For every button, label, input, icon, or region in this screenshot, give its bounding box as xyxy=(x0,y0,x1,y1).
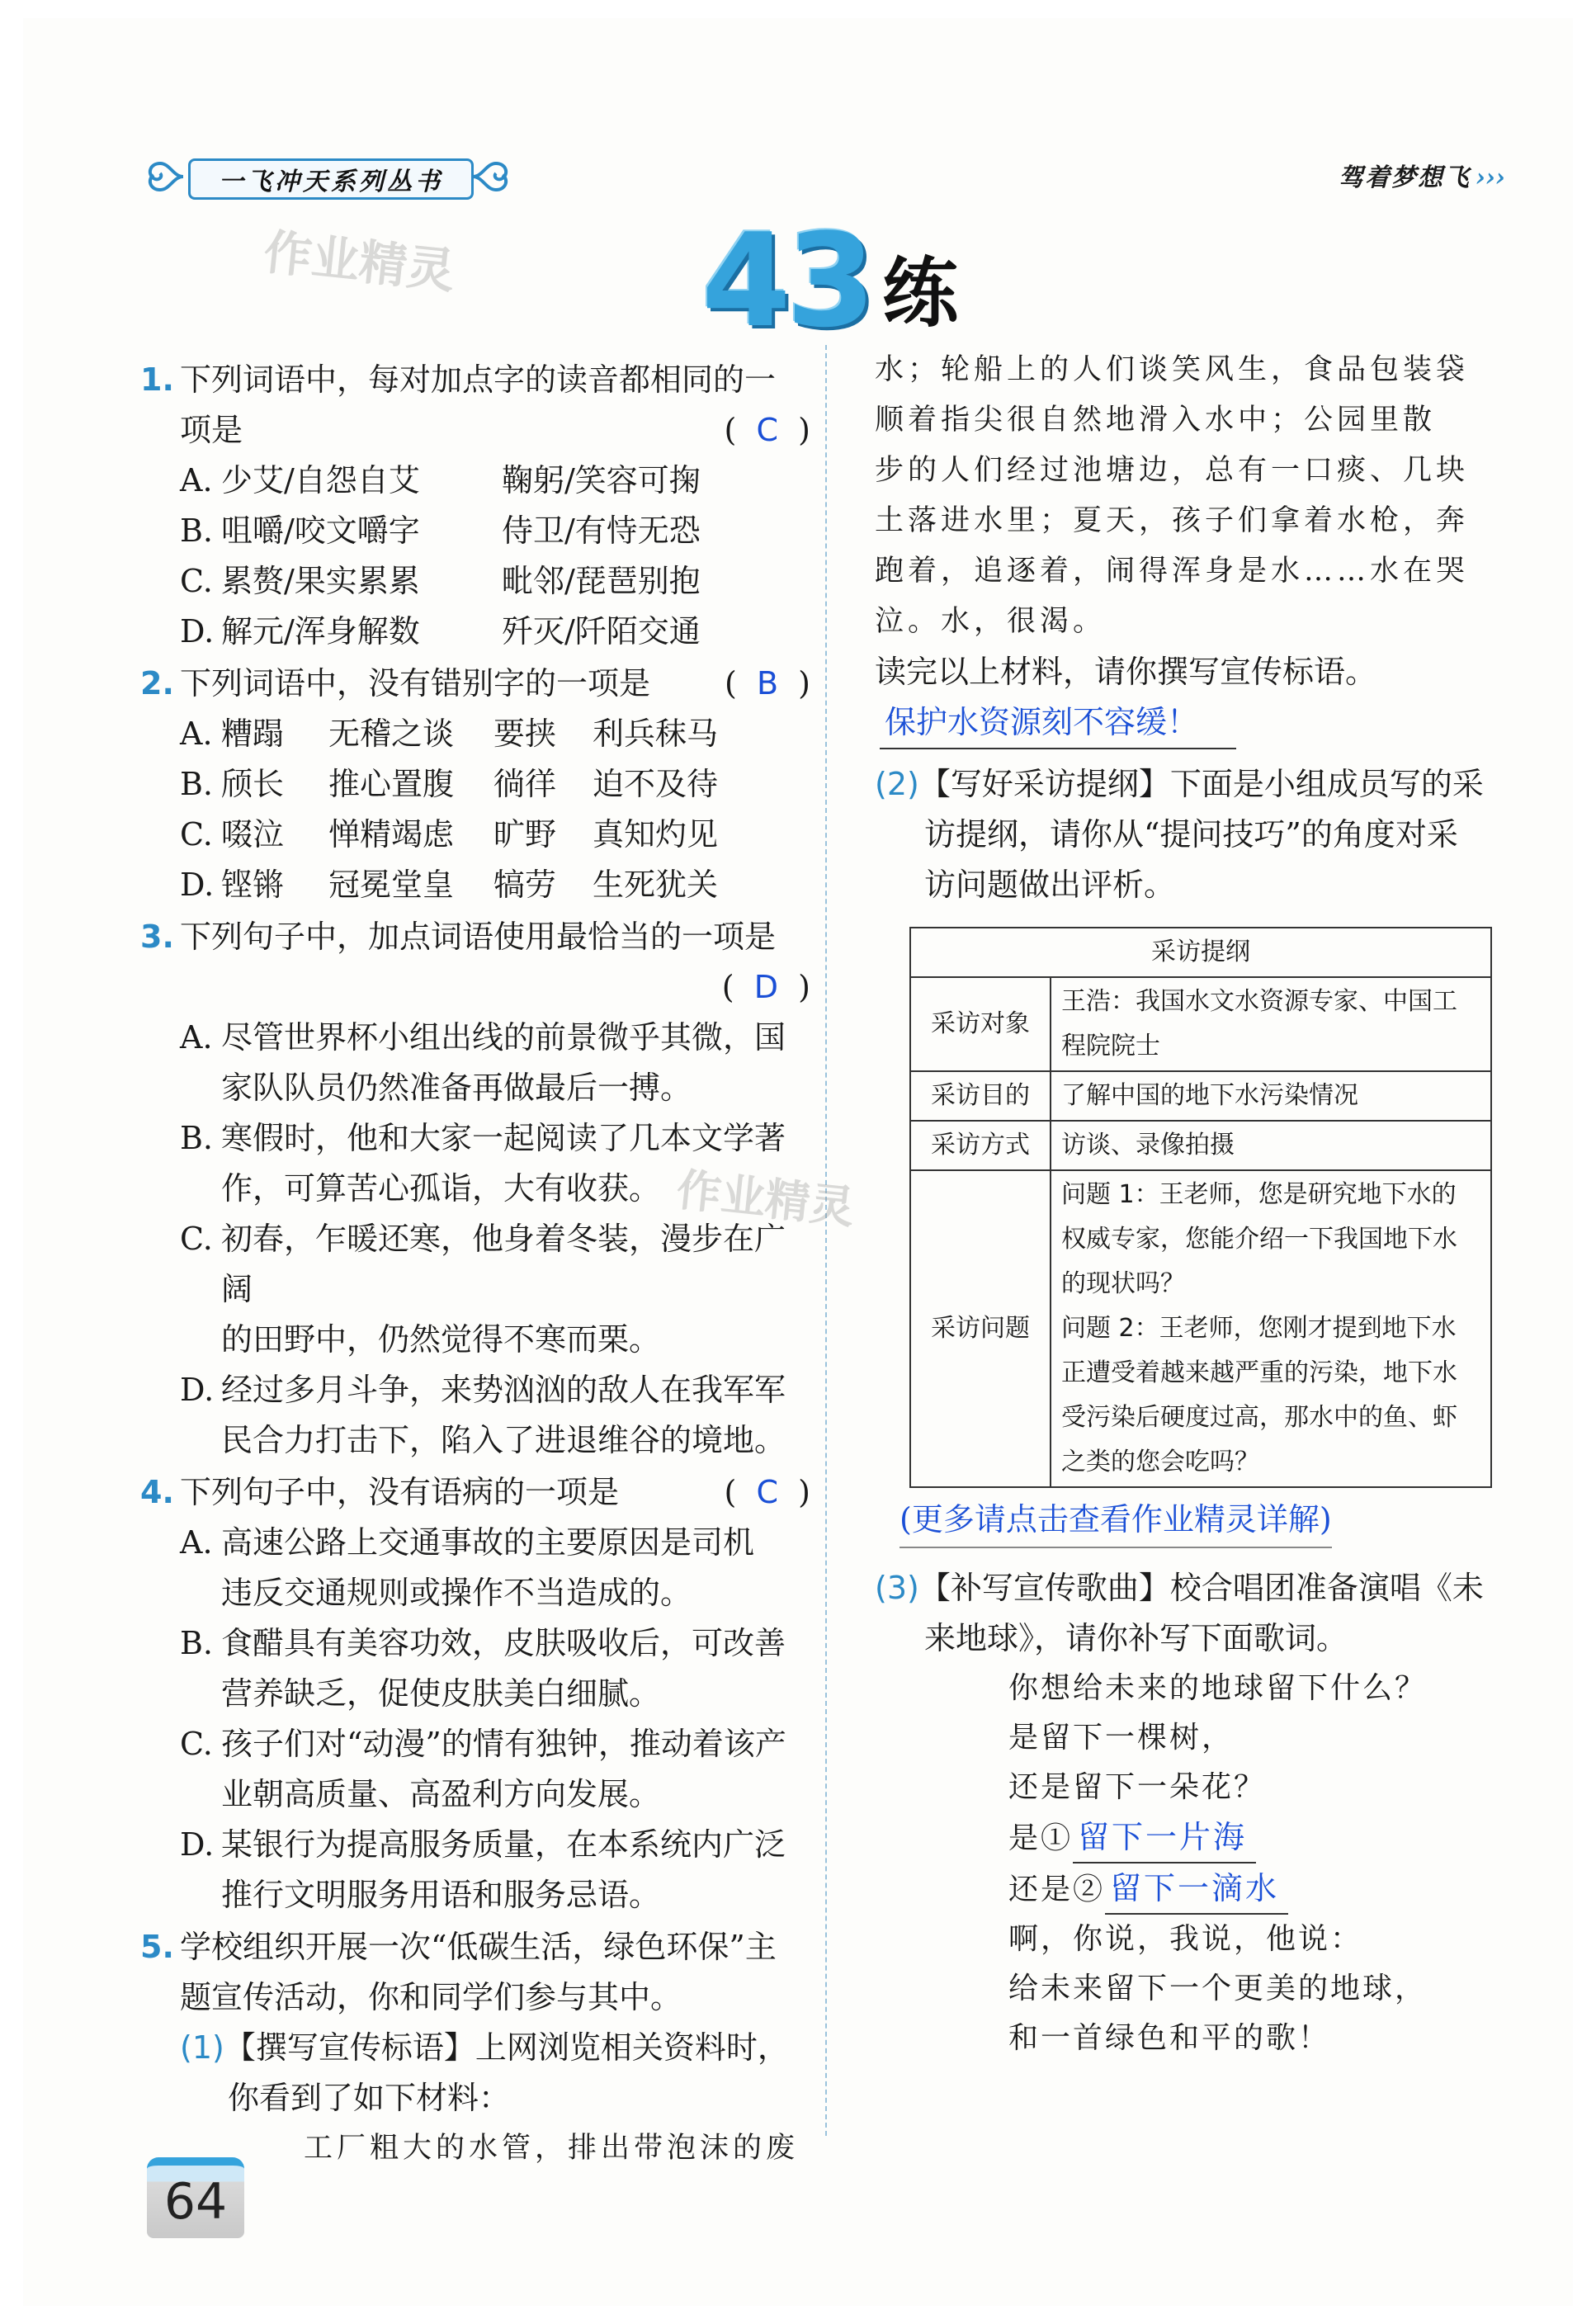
question-stem: 下列词语中，没有错别字的一项是 xyxy=(180,665,651,701)
subquestion-text: 来地球》，请你补写下面歌词。 xyxy=(924,1620,1348,1656)
option-text: 作，可算苦心孤诣，大有收获。 xyxy=(221,1170,661,1207)
option-word: 要挟 xyxy=(493,716,557,752)
option-label: C. xyxy=(180,1221,213,1257)
lyric-line: 给未来留下一个更美的地球， xyxy=(1008,1972,1428,2005)
option-label: A. xyxy=(180,1019,213,1056)
row-key: 采访对象 xyxy=(910,977,1051,1071)
option-row xyxy=(140,759,810,810)
option-text: 民合力打击下，陷入了进退维谷的境地。 xyxy=(221,1422,786,1458)
option-word: 徜徉 xyxy=(493,766,557,802)
option-word: 旷野 xyxy=(493,816,557,853)
row-key: 采访方式 xyxy=(910,1121,1051,1170)
option-text: 孩子们对“动漫”的情有独钟，推动着该产 xyxy=(221,1726,786,1762)
subquestion-3 xyxy=(875,1563,1518,2063)
subquestion-title: 【补写宣传歌曲】校合唱团准备演唱《未 xyxy=(918,1570,1484,1606)
option-row xyxy=(140,1618,810,1719)
option-row xyxy=(140,1518,810,1618)
option-word: 颀长 xyxy=(221,766,285,802)
option-text: 尽管世界杯小组出线的前景微乎其微，国 xyxy=(221,1019,786,1056)
option-text: 推行文明服务用语和服务忌语。 xyxy=(221,1877,661,1913)
option-label: D. xyxy=(180,1826,215,1863)
option-word: 无稽之谈 xyxy=(328,716,455,752)
watermark: 作业精灵 xyxy=(261,224,458,300)
question-stem: 下列句子中，没有语病的一项是 xyxy=(180,1474,620,1510)
question-1 xyxy=(140,355,810,456)
option-label: B. xyxy=(180,766,214,802)
option-text: 违反交通规则或操作不当造成的。 xyxy=(221,1575,692,1611)
material-line: 泣。水，很渴。 xyxy=(875,605,1107,638)
answer-choice: B xyxy=(756,665,779,701)
question-number: 3. xyxy=(140,919,174,955)
table-row xyxy=(910,1170,1491,1487)
option-row xyxy=(140,1214,810,1365)
row-key: 采访问题 xyxy=(910,1170,1051,1487)
subquestion-instruction: 读完以上材料，请你撰写宣传标语。 xyxy=(875,654,1377,690)
option-text: 业朝高质量、高盈利方向发展。 xyxy=(221,1776,661,1812)
watermark: 作业精灵 xyxy=(673,1163,857,1235)
lyric-line: 还是留下一朵花？ xyxy=(1008,1770,1267,1804)
answer-paren: ( B ) xyxy=(724,665,810,701)
ornament-right-icon xyxy=(466,152,516,201)
interview-question: 问题 2：王老师，您刚才提到地下水正遭受着越来越严重的污染，地下水受污染后硬度过高，那水中的鱼、虾之类的您会吃吗？ xyxy=(1061,1314,1457,1476)
subquestion-1 xyxy=(140,2023,810,2174)
right-column xyxy=(875,345,1518,2063)
series-banner xyxy=(140,147,516,206)
option-word: 犒劳 xyxy=(493,867,557,903)
more-details-link[interactable]: (更多请点击查看作业精灵详解) xyxy=(900,1495,1332,1548)
material-line: 土落进水里；夏天，孩子们拿着水枪，奔 xyxy=(875,504,1470,537)
question-number: 4. xyxy=(140,1474,174,1510)
interview-question: 问题 1：王老师，您是研究地下水的权威专家，您能介绍一下我国地下水的现状吗？ xyxy=(1061,1180,1457,1298)
blank-prefix: 是① xyxy=(1008,1821,1074,1855)
answer-paren: ( C ) xyxy=(724,1474,810,1510)
option-text: 食醋具有美容功效，皮肤吸收后，可改善 xyxy=(221,1625,786,1661)
option-label: C. xyxy=(180,816,213,853)
answer-choice: C xyxy=(756,412,779,448)
option-row xyxy=(140,456,810,506)
blank-prefix: 还是② xyxy=(1008,1873,1106,1906)
question-4 xyxy=(140,1467,810,1518)
question-2 xyxy=(140,659,810,709)
option-row xyxy=(140,1013,810,1113)
subquestion-text: 访问题做出评析。 xyxy=(924,867,1176,903)
left-column xyxy=(140,353,810,2174)
option-text: 少艾/自怨自艾 xyxy=(221,462,420,498)
subquestion-text: 访提纲，请你从“提问技巧”的角度对采 xyxy=(924,816,1458,853)
option-row xyxy=(140,556,810,607)
option-word: 真知灼见 xyxy=(593,816,719,853)
subquestion-title: 【撰写宣传标语】上网浏览相关资料时， xyxy=(224,2029,789,2066)
table-row xyxy=(910,1071,1491,1121)
option-row xyxy=(140,709,810,759)
row-value: 访谈、录像拍摄 xyxy=(1051,1121,1491,1170)
option-row xyxy=(140,1820,810,1920)
option-word: 糟蹋 xyxy=(221,716,285,752)
slogan-text: 驾着梦想飞 xyxy=(1339,163,1471,192)
option-label: B. xyxy=(180,513,214,549)
lyric-line: 和一首绿色和平的歌！ xyxy=(1008,2021,1331,2055)
blank-answer: 留下一片海 xyxy=(1073,1812,1256,1863)
option-word: 惮精竭虑 xyxy=(328,816,455,853)
ornament-left-icon xyxy=(140,152,190,201)
option-label: A. xyxy=(180,716,213,752)
option-text: 鞠躬/笑容可掬 xyxy=(502,462,701,498)
option-word: 利兵秣马 xyxy=(593,716,719,752)
option-row xyxy=(140,1719,810,1820)
material-line: 水；轮船上的人们谈笑风生，食品包装袋 xyxy=(875,353,1470,386)
answer-choice: C xyxy=(756,1474,779,1510)
table-row xyxy=(910,977,1491,1071)
column-divider xyxy=(825,345,827,2136)
option-label: B. xyxy=(180,1120,214,1156)
table-title: 采访提纲 xyxy=(910,928,1491,977)
subquestion-number: (1) xyxy=(180,2029,224,2066)
series-title: 一飞冲天系列丛书 xyxy=(188,158,474,200)
subquestion-text: 你看到了如下材料： xyxy=(228,2080,511,2116)
option-word: 迫不及待 xyxy=(593,766,719,802)
row-value: 了解中国的地下水污染情况 xyxy=(1051,1071,1491,1121)
lesson-title xyxy=(701,205,959,356)
option-word: 生死犹关 xyxy=(593,867,719,903)
material-line: 工厂粗大的水管，排出带泡沫的废 xyxy=(304,2132,800,2165)
option-label: D. xyxy=(180,1372,215,1408)
subquestion-number: (2) xyxy=(875,766,919,802)
question-number: 2. xyxy=(140,665,174,701)
question-stem: 下列句子中，加点词语使用最恰当的一项是 xyxy=(180,919,777,955)
slogan-answer: 保护水资源刻不容缓！ xyxy=(880,697,1236,749)
lyrics-block xyxy=(875,1664,1518,2063)
option-label: A. xyxy=(180,1524,213,1561)
option-row xyxy=(140,860,810,910)
question-5 xyxy=(140,1922,810,2023)
lyric-blank-1 xyxy=(1008,1812,1518,1863)
question-stem: 下列词语中，每对加点字的读音都相同的一 xyxy=(180,361,777,398)
material-line: 顺着指尖很自然地滑入水中；公园里散 xyxy=(875,404,1437,437)
option-word: 冠冕堂皇 xyxy=(328,867,455,903)
option-label: A. xyxy=(180,462,213,498)
question-number: 1. xyxy=(140,361,174,398)
table-row xyxy=(910,1121,1491,1170)
subquestion-2 xyxy=(875,759,1518,1548)
option-text: 累赘/果实累累 xyxy=(221,563,420,599)
question-stem: 题宣传活动，你和同学们参与其中。 xyxy=(180,1979,682,2015)
option-row xyxy=(140,607,810,657)
option-text: 寒假时，他和大家一起阅读了几本文学著 xyxy=(221,1120,786,1156)
question-stem: 项是 xyxy=(180,412,243,448)
lesson-word: 练 xyxy=(882,249,959,338)
option-word: 推心置腹 xyxy=(328,766,455,802)
slogan xyxy=(1339,157,1505,193)
lyric-line: 是留下一棵树， xyxy=(1008,1721,1235,1755)
answer-paren: ( D ) xyxy=(721,969,810,1005)
option-word: 啜泣 xyxy=(221,816,285,853)
option-text: 家队队员仍然准备再做最后一搏。 xyxy=(221,1070,692,1106)
answer-choice: D xyxy=(753,969,779,1005)
question-stem: 学校组织开展一次“低碳生活，绿色环保”主 xyxy=(180,1929,777,1965)
option-row xyxy=(140,506,810,556)
lyric-line: 你想给未来的地球留下什么？ xyxy=(1008,1671,1428,1705)
row-key: 采访目的 xyxy=(910,1071,1051,1121)
question-number: 5. xyxy=(140,1929,174,1965)
option-text: 营养缺乏，促使皮肤美白细腻。 xyxy=(221,1675,661,1712)
subquestion-title: 【写好采访提纲】下面是小组成员写的采 xyxy=(918,766,1484,802)
interview-outline-table xyxy=(909,927,1492,1488)
slogan-arrows-icon: ››› xyxy=(1476,163,1505,192)
option-label: C. xyxy=(180,1726,213,1762)
option-text: 歼灭/阡陌交通 xyxy=(502,613,701,649)
option-text: 解元/浑身解数 xyxy=(221,613,420,649)
option-text: 初春，乍暖还寒，他身着冬装，漫步在广阔 xyxy=(221,1221,786,1307)
material-line: 步的人们经过池塘边，总有一口痰、几块 xyxy=(875,454,1470,487)
option-text: 的田野中，仍然觉得不寒而栗。 xyxy=(221,1321,661,1358)
option-text: 侍卫/有恃无恐 xyxy=(502,513,701,549)
material-line: 跑着，追逐着，闹得浑身是水……水在哭 xyxy=(875,555,1470,588)
question-3 xyxy=(140,912,810,1013)
option-row xyxy=(140,1365,810,1466)
option-text: 某银行为提高服务质量，在本系统内广泛 xyxy=(221,1826,786,1863)
option-label: B. xyxy=(180,1625,214,1661)
option-text: 经过多月斗争，来势汹汹的敌人在我军军 xyxy=(221,1372,786,1408)
option-label: D. xyxy=(180,867,215,903)
lyric-blank-2 xyxy=(1008,1863,1518,1915)
page-number: 64 xyxy=(147,2157,244,2238)
lesson-number: 43 xyxy=(701,205,871,356)
subquestion-number: (3) xyxy=(875,1570,919,1606)
option-word: 铿锵 xyxy=(221,867,285,903)
option-label: C. xyxy=(180,563,213,599)
row-value: 王浩：我国水文水资源专家、中国工程院院士 xyxy=(1051,977,1491,1071)
answer-paren: ( C ) xyxy=(724,412,810,448)
option-text: 咀嚼/咬文嚼字 xyxy=(221,513,420,549)
row-value xyxy=(1051,1170,1491,1487)
blank-answer: 留下一滴水 xyxy=(1105,1863,1288,1915)
option-text: 毗邻/琵琶别抱 xyxy=(502,563,701,599)
lyric-line: 啊，你说，我说，他说： xyxy=(1008,1922,1363,1956)
option-label: D. xyxy=(180,613,215,649)
option-text: 高速公路上交通事故的主要原因是司机 xyxy=(221,1524,755,1561)
option-row xyxy=(140,810,810,860)
